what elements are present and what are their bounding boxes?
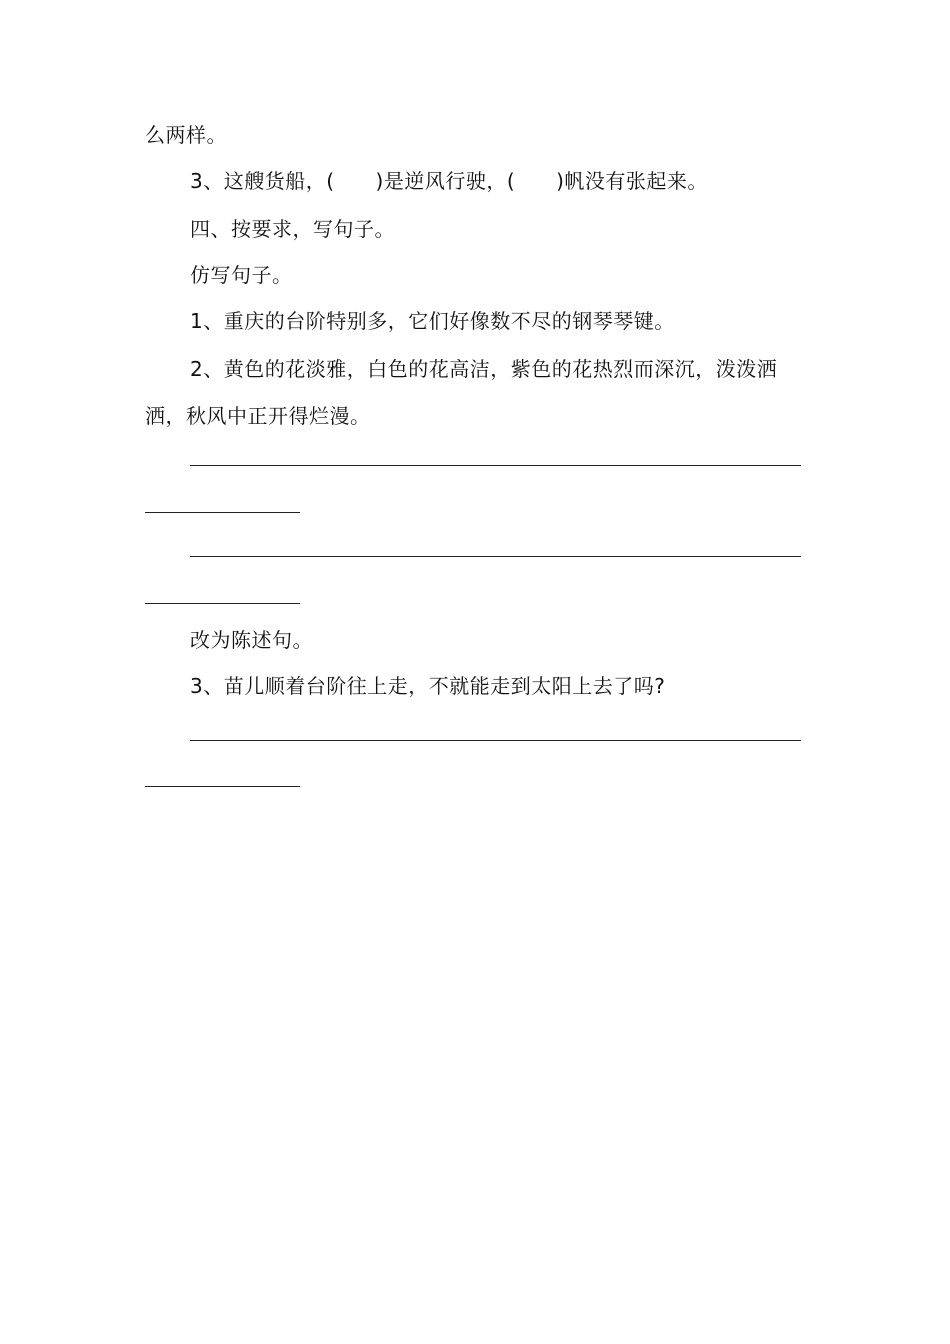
text-line-continuation: 么两样。 [145,123,227,147]
answer-line[interactable] [190,740,801,741]
question-3-rhetorical: 3、苗儿顺着台阶往上走，不就能走到太阳上去了吗? [190,674,666,698]
example-sentence-2-part2: 洒，秋风中正开得烂漫。 [145,404,371,428]
answer-line[interactable] [190,465,801,466]
section-heading-4: 四、按要求，写句子。 [190,217,395,241]
sub-heading-declarative: 改为陈述句。 [190,628,313,652]
answer-line-continuation[interactable] [145,786,300,787]
example-sentence-2-part1: 2、黄色的花淡雅，白色的花高洁，紫色的花热烈而深沉，泼泼洒 [190,357,778,381]
question-3-fill-blank: 3、这艘货船，( )是逆风行驶，( )帆没有张起来。 [190,169,708,193]
answer-line-continuation[interactable] [145,603,300,604]
example-sentence-1: 1、重庆的台阶特别多，它们好像数不尽的钢琴琴键。 [190,309,675,333]
answer-line-continuation[interactable] [145,512,300,513]
answer-line[interactable] [190,556,801,557]
sub-heading-imitate: 仿写句子。 [190,263,293,287]
